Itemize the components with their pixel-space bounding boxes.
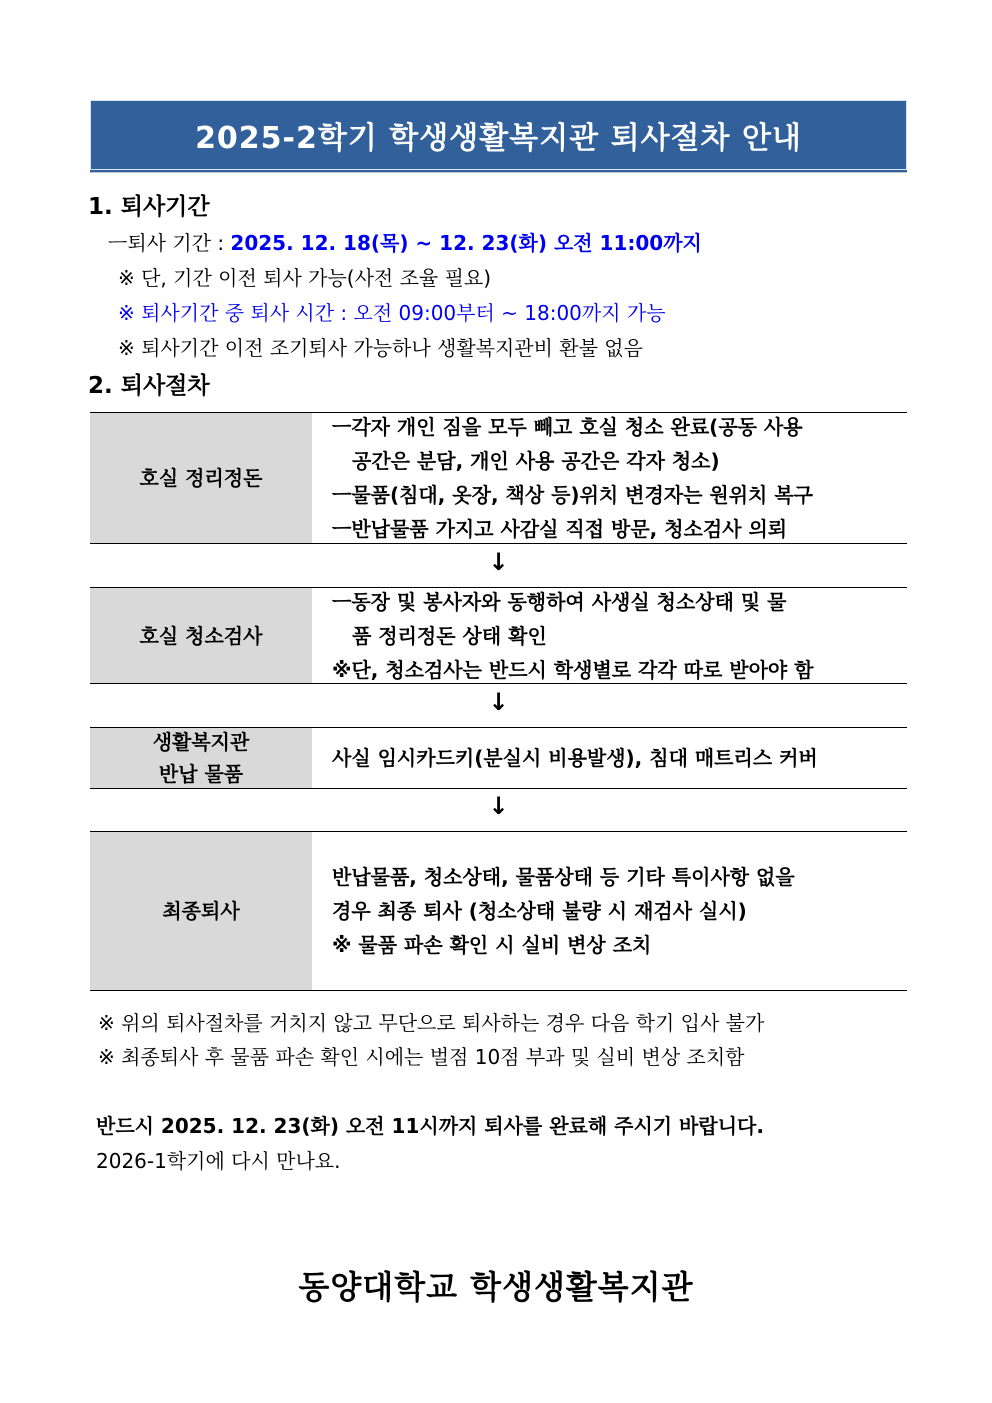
step-line: 사실 임시카드키(분실시 비용발생), 침대 매트리스 커버 — [332, 746, 818, 770]
step-label-line: 생활복지관 — [152, 730, 250, 754]
step-line: 공간은 분담, 개인 사용 공간은 각자 청소) — [352, 449, 720, 473]
step-room-inspection — [90, 587, 907, 684]
step-line: 경우 최종 퇴사 (청소상태 불량 시 재검사 실시) — [332, 899, 747, 923]
period-label: ㅡ퇴사 기간 : — [108, 231, 231, 255]
step-line: ㅡ각자 개인 짐을 모두 빼고 호실 청소 완료(공동 사용 — [332, 415, 803, 439]
step-line: ㅡ동장 및 봉사자와 동행하여 사생실 청소상태 및 물 — [332, 589, 787, 614]
period-line — [108, 227, 702, 256]
step-line: ※단, 청소검사는 반드시 학생별로 각각 따로 받아야 함 — [332, 657, 814, 682]
page-title: 2025-2학기 학생생활복지관 퇴사절차 안내 — [195, 121, 802, 156]
step-line: ※ 물품 파손 확인 시 실비 변상 조치 — [332, 933, 652, 957]
step-label — [90, 728, 312, 788]
step-line: 반납물품, 청소상태, 물품상태 등 기타 특이사항 없을 — [332, 865, 795, 889]
step-label: 호실 정리정돈 — [90, 413, 312, 543]
step-line: ㅡ물품(침대, 옷장, 책상 등)위치 변경자는 원위치 복구 — [332, 483, 813, 507]
down-arrow-icon: ↓ — [488, 548, 509, 576]
step-body — [312, 832, 907, 990]
step-label-line: 반납 물품 — [158, 762, 244, 786]
title-banner — [90, 100, 907, 170]
step-body — [312, 588, 907, 683]
step-return-items — [90, 727, 907, 789]
step-line: ㅡ반납물품 가지고 사감실 직접 방문, 청소검사 의뢰 — [332, 517, 788, 541]
warning-damage-penalty: ※ 최종퇴사 후 물품 파손 확인 시에는 벌점 10점 부과 및 실비 변상 조치함 — [98, 1045, 745, 1069]
step-room-tidy — [90, 412, 907, 544]
note-checkout-hours: ※ 퇴사기간 중 퇴사 시간 : 오전 09:00부터 ~ 18:00까지 가능 — [118, 301, 666, 325]
closing-farewell: 2026-1학기에 다시 만나요. — [96, 1149, 341, 1173]
step-line: 품 정리정돈 상태 확인 — [352, 623, 547, 648]
step-final-checkout — [90, 831, 907, 991]
section2-heading: 2. 퇴사절차 — [88, 373, 210, 399]
section1-heading: 1. 퇴사기간 — [88, 194, 210, 220]
step-body — [312, 728, 907, 788]
down-arrow-icon: ↓ — [488, 792, 509, 820]
note-no-refund: ※ 퇴사기간 이전 조기퇴사 가능하나 생활복지관비 환불 없음 — [118, 336, 643, 360]
closing-deadline: 반드시 2025. 12. 23(화) 오전 11시까지 퇴사를 완료해 주시기 바랍니다. — [96, 1114, 764, 1138]
organization-name: 동양대학교 학생생활복지관 — [298, 1268, 694, 1306]
warning-unauthorized-checkout: ※ 위의 퇴사절차를 거치지 않고 무단으로 퇴사하는 경우 다음 학기 입사 불가 — [98, 1011, 765, 1035]
step-body — [312, 413, 907, 543]
down-arrow-icon: ↓ — [488, 688, 509, 716]
step-label: 최종퇴사 — [90, 832, 312, 990]
step-label: 호실 청소검사 — [90, 588, 312, 683]
note-early-checkout: ※ 단, 기간 이전 퇴사 가능(사전 조율 필요) — [118, 266, 492, 290]
title-underline — [90, 170, 907, 173]
period-value: 2025. 12. 18(목) ~ 12. 23(화) 오전 11:00까지 — [230, 231, 702, 255]
